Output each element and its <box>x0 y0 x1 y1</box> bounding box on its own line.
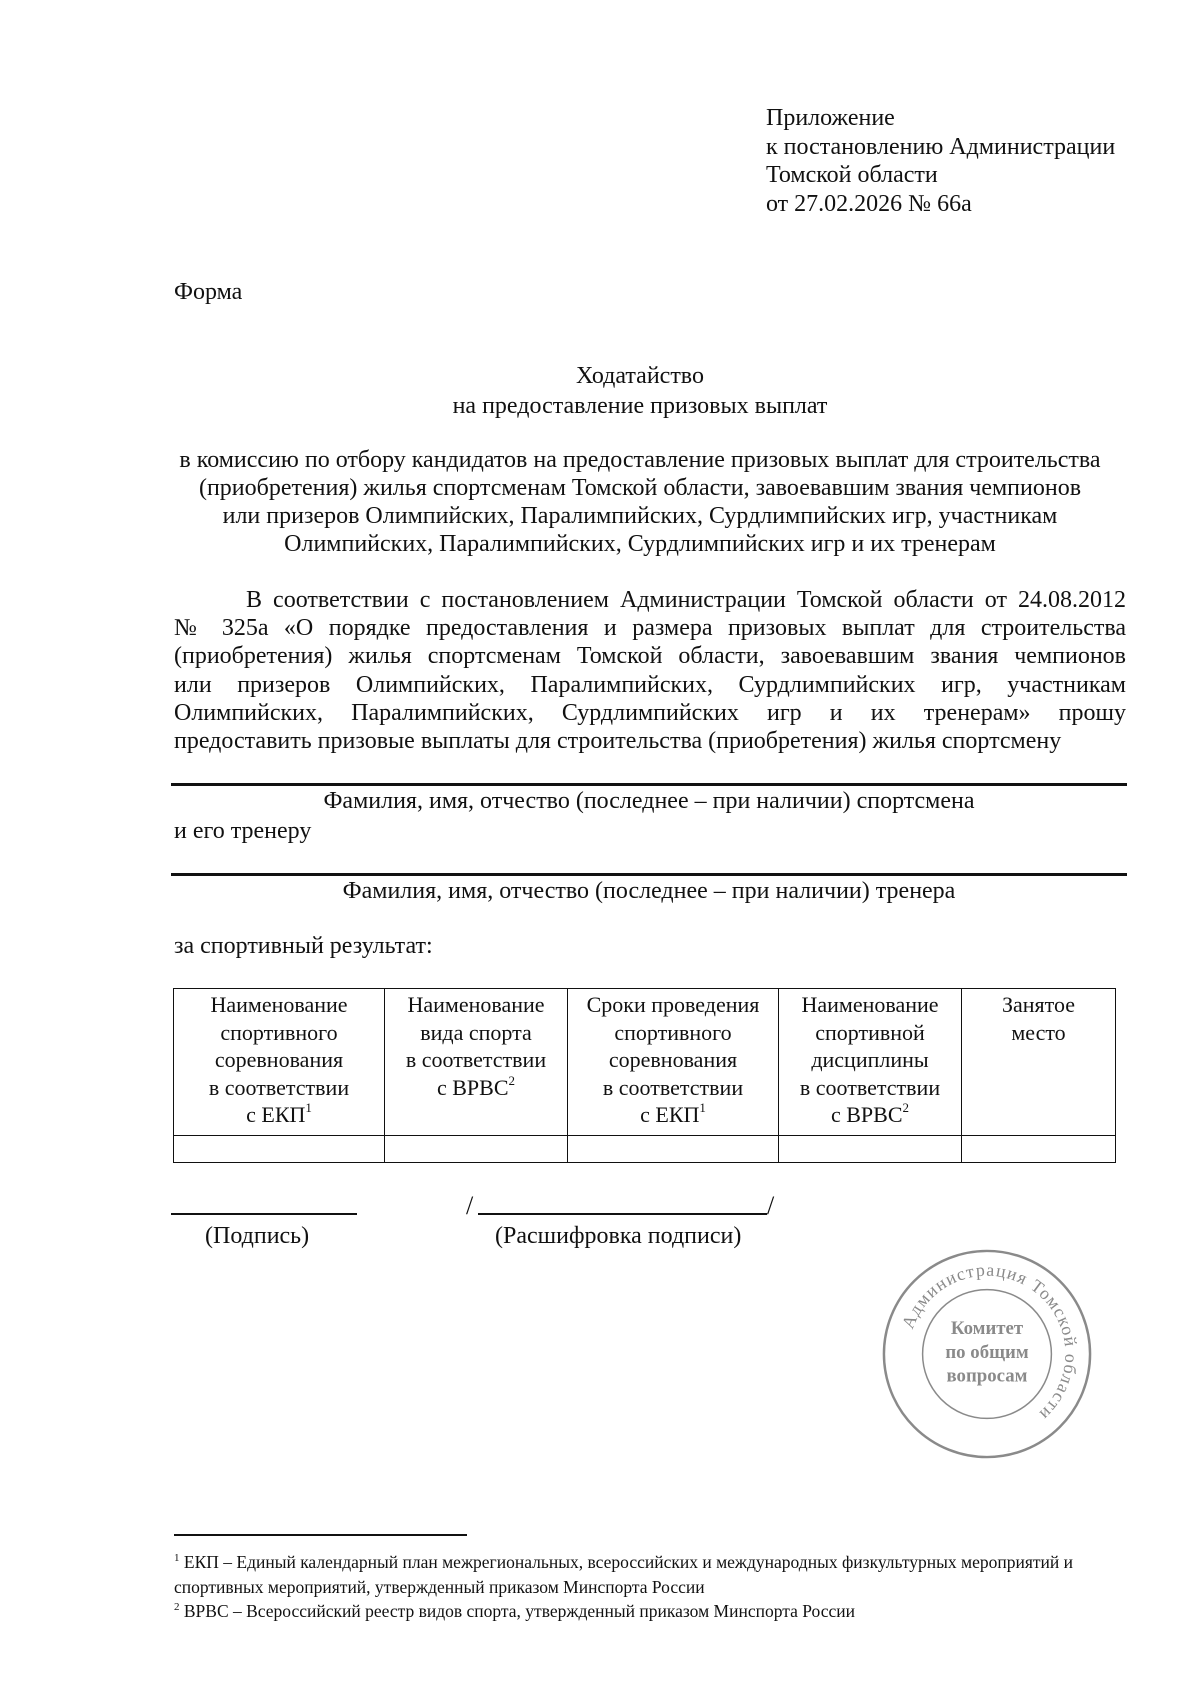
header-line: соревнования <box>608 1047 738 1072</box>
document-title <box>160 361 1120 421</box>
header-line: дисциплины <box>811 1047 929 1072</box>
official-stamp <box>878 1245 1096 1463</box>
footnote-mark: 1 <box>305 1100 312 1115</box>
header-line: спортивного <box>614 1019 732 1045</box>
result-lead-text: за спортивный результат: <box>174 933 433 959</box>
footnote-mark: 2 <box>508 1072 516 1088</box>
footnote-mark: 1 <box>699 1100 706 1115</box>
title-line: Ходатайство <box>576 363 704 389</box>
stamp-center-line: Комитет <box>950 1318 1024 1340</box>
coach-name-caption: Фамилия, имя, отчество (последнее – при наличии) тренера <box>342 878 956 904</box>
athlete-name-field-line[interactable] <box>171 783 1127 786</box>
signature-name-caption: (Расшифровка подписи) <box>495 1223 742 1249</box>
header-line: Наименование <box>210 992 348 1017</box>
header-line: Сроки проведения <box>586 992 760 1017</box>
header-line: с ВРВС <box>830 1102 903 1127</box>
header-line: спортивного <box>220 1019 338 1045</box>
body-line: № 325а «О порядке предоставления и размера призовых выплат для строительства <box>174 615 1126 642</box>
signature-slash-right: / <box>767 1191 775 1220</box>
header-line: соревнования <box>214 1047 344 1072</box>
header-line: с ЕКП <box>640 1102 700 1127</box>
body-paragraph <box>174 586 1126 755</box>
header-competition-dates <box>568 989 779 1136</box>
table-cell-sport[interactable] <box>385 1136 568 1163</box>
commission-line: в комиссию по отбору кандидатов на предоставление призовых выплат для строительства <box>179 447 1101 473</box>
footnote-text: спортивных мероприятий, утвержденный приказом Минспорта России <box>174 1576 705 1597</box>
header-line: в соответствии <box>208 1074 350 1100</box>
commission-line: (приобретения) жилья спортсменам Томской области, завоевавшим звания чемпионов <box>198 475 1082 501</box>
coach-lead-text: и его тренеру <box>174 818 312 844</box>
footnotes <box>174 1550 1134 1624</box>
sport-result-table <box>173 988 1116 1163</box>
footnote-separator <box>174 1534 467 1536</box>
header-line: Занятое <box>1001 992 1076 1017</box>
commission-addressee <box>160 446 1120 558</box>
header-line: вида спорта <box>420 1019 532 1045</box>
header-line: в соответствии <box>405 1047 547 1072</box>
body-line: или призеров Олимпийских, Паралимпийских, Сурдлимпийских игр, участникам <box>174 671 1126 698</box>
header-line: в соответствии <box>799 1074 941 1100</box>
header-line: Наименование <box>407 992 545 1017</box>
footnote-1 <box>174 1550 1134 1575</box>
header-line: с ВРВС <box>436 1074 509 1100</box>
header-place-taken <box>962 989 1116 1136</box>
header-line: место <box>1011 1019 1066 1045</box>
annex-line: Томской области <box>766 162 938 188</box>
stamp-center-line: вопросам <box>946 1365 1028 1387</box>
athlete-name-caption: Фамилия, имя, отчество (последнее – при наличии) спортсмена <box>323 788 975 814</box>
table-cell-discipline[interactable] <box>779 1136 962 1163</box>
stamp-ring-text: Администрация Томской области <box>897 1259 1082 1426</box>
header-sport-name <box>385 989 568 1136</box>
header-discipline-name <box>779 989 962 1136</box>
coach-name-field-line[interactable] <box>171 873 1127 876</box>
body-line: В соответствии с постановлением Администрации Томской области от 24.08.2012 <box>246 587 1126 613</box>
footnote-text: ВРВС – Всероссийский реестр видов спорта, утвержденный приказом Минспорта России <box>183 1601 855 1621</box>
table-row <box>174 1136 1116 1163</box>
form-label: Форма <box>174 279 243 305</box>
stamp-center-line: по общим <box>945 1341 1029 1363</box>
annex-line: к постановлению Администрации <box>766 133 1116 160</box>
annex-line: Приложение <box>766 105 895 131</box>
footnote-text: ЕКП – Единый календарный план межрегиональных, всероссийских и международных физкультурных мероприятий и <box>183 1552 1074 1572</box>
annex-line: от 27.02.2026 № 66а <box>766 190 972 217</box>
table-cell-competition[interactable] <box>174 1136 385 1163</box>
body-line: предоставить призовые выплаты для строительства (приобретения) жилья спортсмену <box>174 727 1062 754</box>
body-line: (приобретения) жилья спортсменам Томской области, завоевавшим звания чемпионов <box>174 643 1126 670</box>
footnote-mark: 2 <box>902 1100 910 1115</box>
footnote-mark: 1 <box>174 1552 180 1564</box>
signature-field-line[interactable] <box>171 1213 357 1215</box>
commission-line: или призеров Олимпийских, Паралимпийских, Сурдлимпийских игр, участникам <box>222 503 1058 529</box>
table-cell-place[interactable] <box>962 1136 1116 1163</box>
body-line: Олимпийских, Паралимпийских, Сурдлимпийских игр и их тренерам» прошу <box>174 699 1126 726</box>
table-header-row <box>174 989 1116 1136</box>
signature-name-field-line[interactable] <box>478 1213 767 1215</box>
table-cell-dates[interactable] <box>568 1136 779 1163</box>
footnote-2 <box>174 1599 1134 1624</box>
signature-slash-left: / <box>466 1191 474 1220</box>
header-line: в соответствии <box>602 1074 744 1100</box>
header-competition-name <box>174 989 385 1136</box>
title-line: на предоставление призовых выплат <box>452 393 828 419</box>
signature-caption: (Подпись) <box>205 1223 310 1249</box>
annex-header <box>766 104 1115 218</box>
header-line: Наименование <box>801 992 939 1017</box>
commission-line: Олимпийских, Паралимпийских, Сурдлимпийских игр и их тренерам <box>284 531 996 557</box>
header-line: с ЕКП <box>246 1102 306 1127</box>
header-line: спортивной <box>815 1019 925 1045</box>
footnote-mark: 2 <box>174 1601 180 1613</box>
